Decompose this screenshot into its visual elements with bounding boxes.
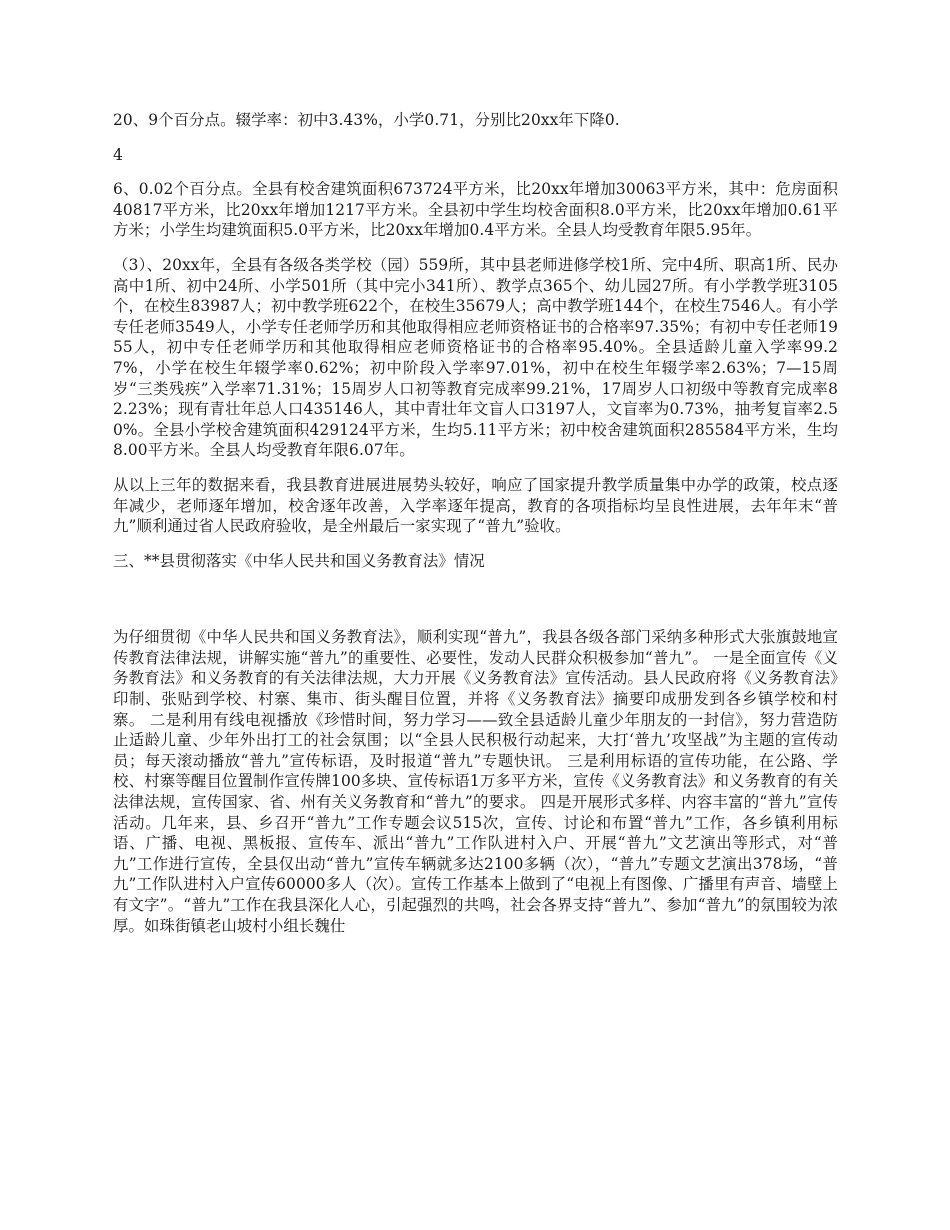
paragraph-building-area: 6、0.02个百分点。全县有校舍建筑面积673724平方米，比20xx年增加30063平方米，其中：危房面积40817平方米，比20xx年增加1217平方米。全县初中学生均校舍面积8.0平方米，比20xx年增加0.61平方米；小学生均建筑面积5.0平方米，比20xx年增加0.4平方米。全县人均受教育年限5.95年。 bbox=[113, 180, 838, 240]
paragraph-summary: 从以上三年的数据来看，我县教育进展进展势头较好，响应了国家提升教学质量集中办学的政策，校点逐年减少，老师逐年增加，校舍逐年改善，入学率逐年提高，教育的各项指标均呈良性进展，去年年末“普九”顺利通过省人民政府验收，是全州最后一家实现了“普九”验收。 bbox=[113, 475, 838, 536]
document-page bbox=[113, 110, 838, 950]
paragraph-dropout-rate: 20、9个百分点。辍学率：初中3.43%，小学0.71，分别比20xx年下降0. bbox=[113, 111, 620, 129]
paragraph-fragment: 4 bbox=[113, 145, 123, 164]
paragraph-school-statistics: （3）、20xx年，全县有各级各类学校（园）559所，其中县老师进修学校1所、完中4所、职高1所、民办高中1所、初中24所、小学501所（其中完小341所）、教学点365个、幼儿园27所。有小学教学班3105个，在校生83987人；初中教学班622个，在校生35679人；高中教学班144个，在校生7546人。有小学专任老师3549人，小学专任老师学历和其他取得相应老师资格证书的合格率97.35%；有初中专任老师1955人，初中专任老师学历和其他取得相应老师资格证书的合格率95.40%。全县适龄儿童入学率99.27%，小学在校生年辍学率0.62%；初中阶段入学率97.01%，初中在校生年辍学率2.63%；7—15周岁“三类残疾”入学率71.31%；15周岁人口初等教育完成率99.21%，17周岁人口初级中等教育完成率82.23%；现有青壮年总人口435146人，其中青壮年文盲人口3197人，文盲率为0.73%，抽考复盲率2.50%。全县小学校舍建筑面积429124平方米，生均5.11平方米；初中校舍建筑面积285584平方米，生均8.00平方米。全县人均受教育年限6.07年。 bbox=[113, 255, 838, 460]
section-heading: 三、**县贯彻落实《中华人民共和国义务教育法》情况 bbox=[113, 551, 485, 570]
section-spacer bbox=[113, 585, 838, 627]
paragraph-law-implementation: 为仔细贯彻《中华人民共和国义务教育法》，顺利实现“普九”，我县各级各部门采纳多种形式大张旗鼓地宣传教育法律法规，讲解实施“普九”的重要性、必要性，发动人民群众积极参加“普九”。 一是全面宣传《义务教育法》和义务教育的有关法律法规，大力开展《义务教育法》宣传活动。县人民政府将《义务教育法》印制、张贴到学校、村寨、集市、街头醒目位置，并将《义务教育法》摘要印成册发到各乡镇学校和村寨。 二是利用有线电视播放《珍惜时间，努力学习——致全县适龄儿童少年朋友的一封信》，努力营造防止适龄儿童、少年外出打工的社会氛围；以“全县人民积极行动起来，大打‘普九’攻坚战”为主题的宣传动员；每天滚动播放“普九”宣传标语，及时报道“普九”专题快讯。 三是利用标语的宣传功能，在公路、学校、村寨等醒目位置制作宣传牌100多块、宣传标语1万多平方米，宣传《义务教育法》和义务教育的有关法律法规，宣传国家、省、州有关义务教育和“普九”的要求。 四是开展形式多样、内容丰富的“普九”宣传活动。几年来，县、乡召开“普九”工作专题会议515次，宣传、讨论和布置“普九”工作，各乡镇利用标语、广播、电视、黑板报、宣传车、派出“普九”工作队进村入户、开展“普九”文艺演出等形式，对“普九”工作进行宣传，全县仅出动“普九”宣传车辆就多达2100多辆（次），“普九”专题文艺演出378场，“普九”工作队进村入户宣传60000多人（次）。宣传工作基本上做到了“电视上有图像、广播里有声音、墙壁上有文字”。“普九”工作在我县深化人心，引起强烈的共鸣，社会各界支持“普九”、参加“普九”的氛围较为浓厚。如珠街镇老山坡村小组长魏仕 bbox=[113, 628, 838, 935]
